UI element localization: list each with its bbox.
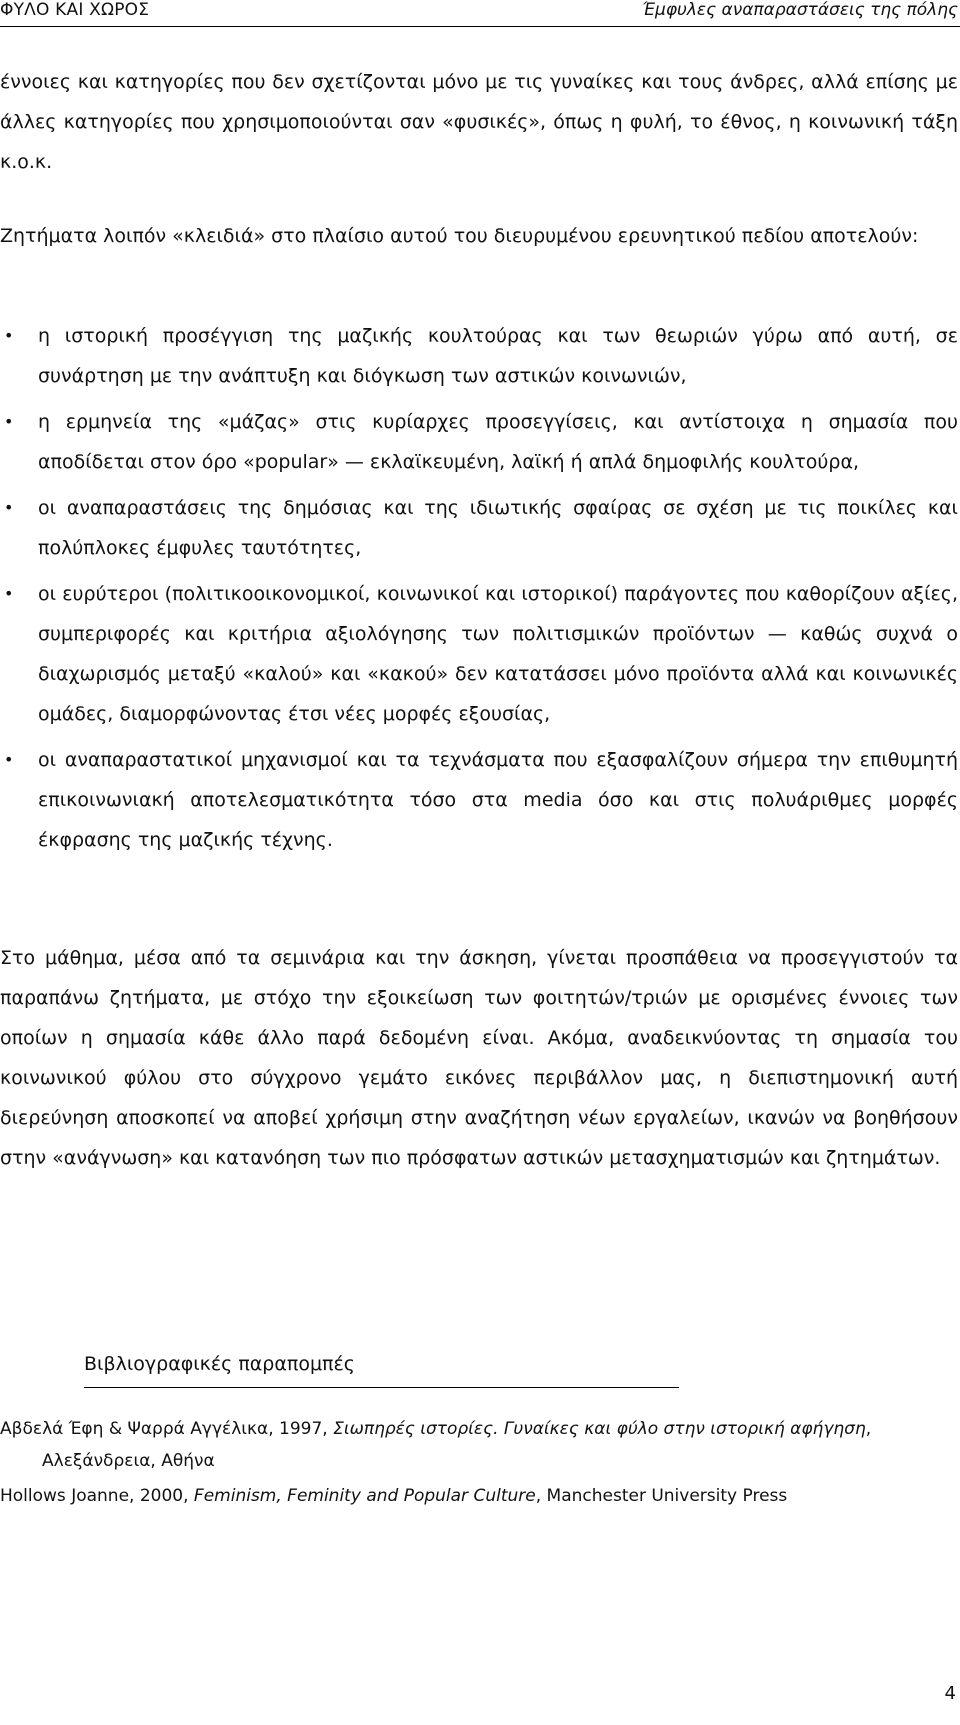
bibliography-heading: Βιβλιογραφικές παραπομπές — [84, 1347, 679, 1388]
reference-place: Αλεξάνδρεια, Αθήνα — [42, 1451, 215, 1471]
list-item — [0, 740, 958, 860]
lead-paragraph: Ζητήματα λοιπόν «κλειδιά» στο πλαίσιο αυτού του διευρυμένου ερευνητικού πεδίου αποτελούν: — [0, 225, 919, 247]
bullet-icon: • — [4, 498, 14, 517]
reference-entry — [0, 1480, 958, 1512]
bullet-icon: • — [4, 584, 14, 603]
reference-tail: , Manchester University Press — [535, 1486, 788, 1506]
list-item-text: οι αναπαραστάσεις της δημόσιας και της ιδιωτικής σφαίρας σε σχέση με τις ποικίλες και πολύπλοκες έμφυλες ταυτότητες, — [38, 497, 958, 559]
reference-tail: , — [865, 1419, 872, 1439]
page-header — [0, 0, 960, 27]
course-paragraph: Στο μάθημα, μέσα από τα σεμινάρια και την άσκηση, γίνεται προσπάθεια να προσεγγιστούν τα παραπάνω ζητήματα, με στόχο την εξοικείωση των φοιτητών/τριών με ορισμένες έννοιες των οποίων η σημασία κάθε άλλο παρά δεδομένη είναι. Ακόμα, αναδεικνύοντας τη σημασία του κοινωνικού φύλου στο σύγχρονο γεμάτο εικόνες περιβάλλον μας, η διεπιστημονική αυτή διερεύνηση αποσκοπεί να αποβεί χρήσιμη στην αναζήτηση νέων εργαλείων, ικανών να βοηθήσουν στην «ανάγνωση» και κατανόηση των πιο πρόσφατων αστικών μετασχηματισμών και ζητημάτων. — [0, 947, 958, 1169]
bullet-icon: • — [4, 750, 14, 769]
reference-entry — [0, 1413, 958, 1477]
header-subtitle: Έμφυλες αναπαραστάσεις της πόλης — [641, 0, 958, 20]
page-number: 4 — [944, 1683, 956, 1704]
list-item — [0, 574, 958, 734]
reference-title: Σιωπηρές ιστορίες. Γυναίκες και φύλο στην ιστορική αφήγηση — [333, 1419, 866, 1439]
list-item-text: οι ευρύτεροι (πολιτικοοικονομικοί, κοινωνικοί και ιστορικοί) παράγοντες που καθορίζουν αξίες, συμπεριφορές και κριτήρια αξιολόγησης των πολιτισμικών προϊόντων — καθώς συχνά ο διαχωρισμός μεταξύ «καλού» και «κακού» δεν κατατάσσει μόνο προϊόντα αλλά και κοινωνικές ομάδες, διαμορφώνοντας έτσι νέες μορφές εξουσίας, — [38, 583, 958, 725]
header-title: ΦΥΛΟ ΚΑΙ ΧΩΡΟΣ — [0, 0, 150, 20]
reference-authors: Αβδελά Έφη & Ψαρρά Αγγέλικα, 1997, — [0, 1419, 334, 1439]
list-item-text: η ερμηνεία της «μάζας» στις κυρίαρχες προσεγγίσεις, και αντίστοιχα η σημασία που αποδίδεται στον όρο «popular» — εκλαϊκευμένη, λαϊκή ή απλά δημοφιλής κουλτούρα, — [38, 411, 958, 473]
bullet-icon: • — [4, 326, 14, 345]
reference-authors: Hollows Joanne, 2000, — [0, 1486, 194, 1506]
bullet-icon: • — [4, 412, 14, 431]
key-issues-list — [0, 316, 958, 866]
reference-title: Feminism, Feminity and Popular Culture — [193, 1486, 536, 1506]
list-item-text: η ιστορική προσέγγιση της μαζικής κουλτούρας και των θεωριών γύρω από αυτή, σε συνάρτηση με την ανάπτυξη και διόγκωση των αστικών κοινωνιών, — [38, 325, 958, 387]
list-item — [0, 488, 958, 568]
list-item — [0, 316, 958, 396]
list-item-text: οι αναπαραστατικοί μηχανισμοί και τα τεχνάσματα που εξασφαλίζουν σήμερα την επιθυμητή επικοινωνιακή αποτελεσματικότητα τόσο στα media όσο και στις πολυάριθμες μορφές έκφρασης της μαζικής τέχνης. — [38, 749, 958, 851]
list-item — [0, 402, 958, 482]
intro-paragraph: έννοιες και κατηγορίες που δεν σχετίζονται μόνο με τις γυναίκες και τους άνδρες, αλλά επίσης με άλλες κατηγορίες που χρησιμοποιούνται σαν «φυσικές», όπως η φυλή, το έθνος, η κοινωνική τάξη κ.ο.κ. — [0, 71, 958, 173]
